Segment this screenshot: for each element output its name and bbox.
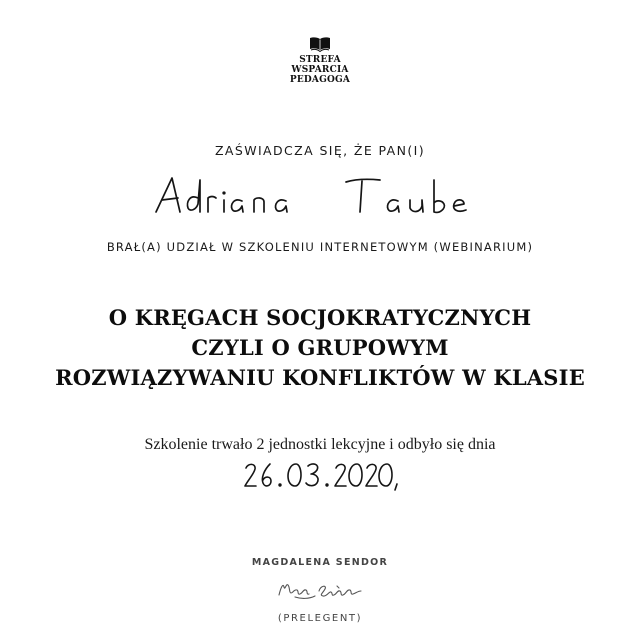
duration-text: Szkolenie trwało 2 jednostki lekcyjne i odbyło się dnia [144, 436, 496, 453]
participation-text: BRAŁ(A) UDZIAŁ W SZKOLENIU INTERNETOWYM (WEBINARIUM) [106, 240, 534, 254]
webinar-title [0, 303, 640, 393]
logo [0, 36, 640, 85]
signature-handwriting [275, 577, 365, 603]
open-book-icon [0, 36, 640, 52]
webinar-title-line: O KRĘGACH SOCJOKRATYCZNYCH [108, 305, 532, 330]
logo-wordmark [0, 55, 640, 85]
webinar-title-line: CZYLI O GRUPOWYM [191, 335, 449, 360]
certifies-heading: ZAŚWIADCZA SIĘ, ŻE PAN(I) [214, 143, 426, 158]
logo-line: WSPARCIA [291, 65, 349, 75]
training-date [0, 458, 640, 492]
webinar-title-line: ROZWIĄZYWANIU KONFLIKTÓW W KLASIE [55, 365, 585, 390]
presenter-role: (PRELEGENT) [277, 613, 363, 624]
logo-line: STREFA [299, 55, 341, 65]
presenter-signature [0, 577, 640, 603]
participant-name [0, 170, 640, 220]
participant-name-handwriting [150, 170, 490, 220]
presenter-name: MAGDALENA SENDOR [251, 557, 389, 568]
training-date-handwriting [240, 458, 400, 492]
logo-line: PEDAGOGA [289, 75, 351, 85]
